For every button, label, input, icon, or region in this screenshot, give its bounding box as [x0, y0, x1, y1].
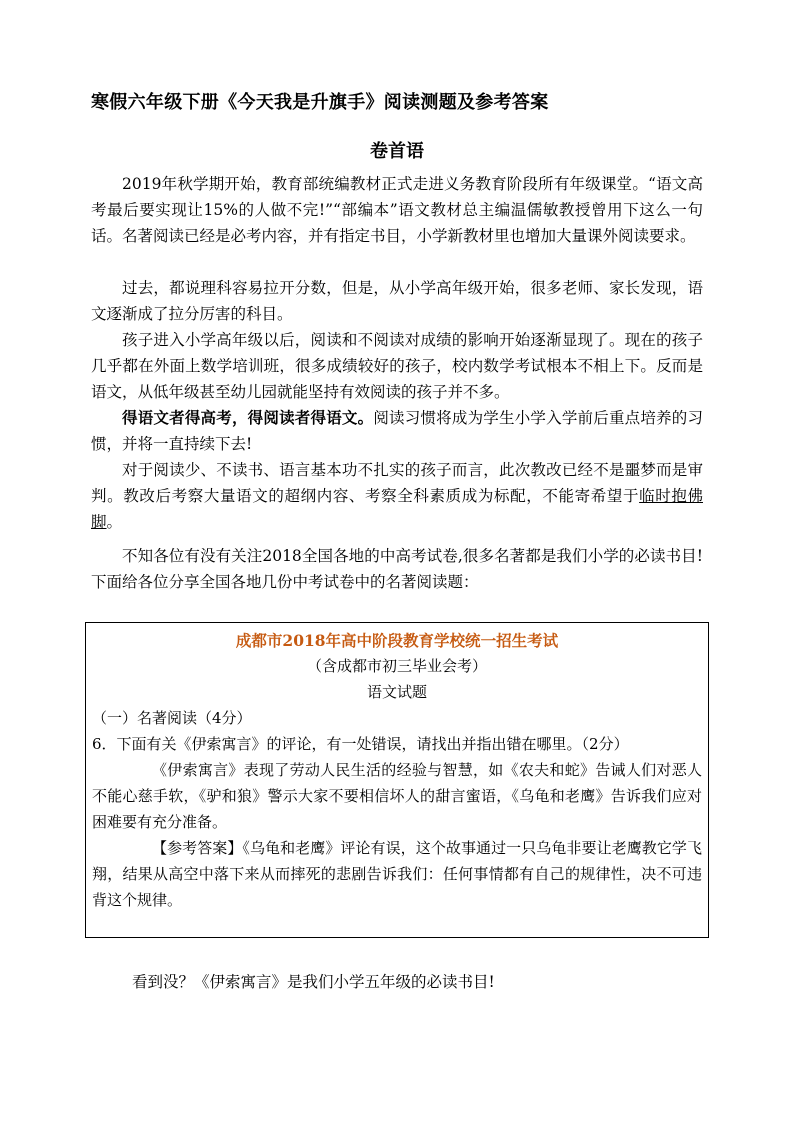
paragraph-text: [91, 405, 703, 457]
paragraph-text: 不知各位有没有关注2018全国各地的中高考试卷,很多名著都是我们小学的必读书目! 下面给各位分享全国各地几份中考试卷中的名著阅读题：: [91, 547, 703, 591]
paragraph-text: [91, 457, 703, 535]
exam-section: [92, 705, 702, 913]
footer-note: 看到没？《伊索寓言》是我们小学五年级的必读书目!: [132, 973, 495, 991]
intro-paragraph-2: [91, 275, 703, 327]
exam-question-box: [85, 622, 709, 938]
underlined-phrase: 临时抱佛脚: [91, 487, 703, 531]
reference-answer: 【参考答案】《乌龟和老鹰》评论有误，这个故事通过一只乌龟非要让老鹰教它学飞翔，结果从高空中落下来从而摔死的悲剧告诉我们：任何事情都有自己的规律性，决不可违背这个规律。: [92, 839, 702, 909]
intro-paragraph-5: [91, 457, 703, 535]
paragraph-rest: 阅读习惯将成为学生小学入学前后重点培养的习惯，并将一直持续下去!: [91, 409, 703, 453]
section-title: 卷首语: [370, 141, 424, 162]
paragraph-text: 2019年秋学期开始，教育部统编教材正式走进义务教育阶段所有年级课堂。“语文高考最后要实现让15%的人做不完!”“部编本”语文教材总主编温儒敏教授曾用下这么一句话。名著阅读已经是必考内容，并有指定书目，小学新教材里也增加大量课外阅读要求。: [91, 175, 703, 245]
exam-subject: 语文试题: [366, 683, 427, 701]
intro-paragraph-4: [91, 405, 703, 457]
intro-paragraph-3: [91, 327, 703, 405]
question-passage: 《伊索寓言》表现了劳动人民生活的经验与智慧，如《农夫和蛇》告诫人们对恶人不能心慈手软，《驴和狼》警示大家不要相信坏人的甜言蜜语，《乌龟和老鹰》告诉我们应对困难要有充分准备。: [92, 761, 702, 831]
paragraph-text: 过去，都说理科容易拉开分数，但是，从小学高年级开始，很多老师、家长发现，语文逐渐成了拉分厉害的科目。: [91, 279, 703, 323]
exam-subtitle: （含成都市初三毕业会考）: [306, 657, 487, 675]
paragraph-text: 孩子进入小学高年级以后，阅读和不阅读对成绩的影响开始逐渐显现了。现在的孩子几乎都在外面上数学培训班，很多成绩较好的孩子，校内数学考试根本不相上下。反而是语文，从低年级甚至幼儿园就能坚持有效阅读的孩子并不多。: [91, 331, 703, 401]
intro-paragraph-6: [91, 543, 703, 595]
bold-lead-text: 得语文者得高考，得阅读者得语文。: [122, 408, 374, 427]
document-title: 寒假六年级下册《今天我是升旗手》阅读测题及参考答案: [91, 92, 549, 113]
exam-title: 成都市2018年高中阶段教育学校统一招生考试: [235, 631, 559, 650]
paragraph-start: 对于阅读少、不读书、语言基本功不扎实的孩子而言，此次教改已经不是噩梦而是审判。教改后考察大量语文的超纲内容、考察全科素质成为标配，不能寄希望于: [91, 461, 703, 505]
question-text: 6．下面有关《伊索寓言》的评论，有一处错误，请找出并指出错在哪里。（2分）: [92, 735, 629, 753]
section-heading: （一）名著阅读（4分）: [92, 709, 252, 727]
intro-paragraph-1: [91, 171, 703, 249]
paragraph-end: 。: [106, 513, 123, 531]
